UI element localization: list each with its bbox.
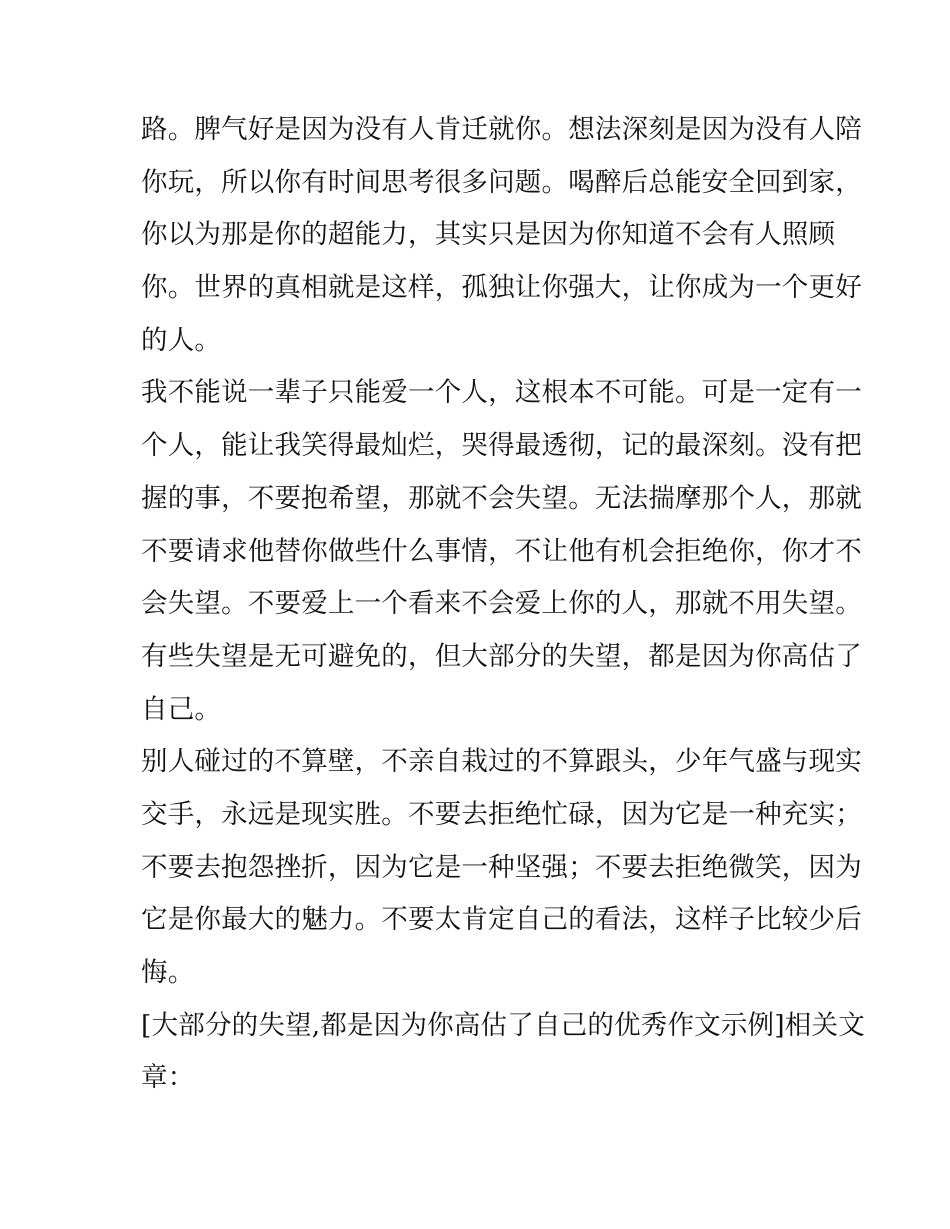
text-line: 会失望。不要爱上一个看来不会爱上你的人，那就不用失望。 xyxy=(141,588,862,620)
document-body xyxy=(141,104,865,1105)
text-line: 个人，能让我笑得最灿烂，哭得最透彻，记的最深刻。没有把 xyxy=(141,430,862,462)
text-line: 别人碰过的不算壁，不亲自栽过的不算跟头，少年气盛与现实 xyxy=(141,746,862,778)
text-line: 不要请求他替你做些什么事情，不让他有机会拒绝你，你才不 xyxy=(141,535,862,567)
text-line: 你。世界的真相就是这样，孤独让你强大，让你成为一个更好 xyxy=(141,272,862,304)
text-line: 握的事，不要抱希望，那就不会失望。无法揣摩那个人，那就 xyxy=(141,482,862,514)
text-line: 路。脾气好是因为没有人肯迁就你。想法深刻是因为没有人陪 xyxy=(141,114,862,145)
text-line: 我不能说一辈子只能爱一个人，这根本不可能。可是一定有一 xyxy=(141,377,862,409)
text-line: 你玩，所以你有时间思考很多问题。喝醉后总能安全回到家， xyxy=(141,166,862,198)
text-line: 的人。 xyxy=(141,324,222,356)
text-line: 交手，永远是现实胜。不要去拒绝忙碌，因为它是一种充实； xyxy=(141,798,862,830)
text-line: 悔。 xyxy=(141,957,195,988)
related-articles-link-continuation[interactable]: 章： xyxy=(141,1062,195,1094)
text-line: 不要去抱怨挫折，因为它是一种坚强；不要去拒绝微笑，因为 xyxy=(141,851,862,883)
related-articles-link[interactable]: [大部分的失望,都是因为你高估了自己的优秀作文示例]相关文 xyxy=(141,1009,865,1041)
text-line: 它是你最大的魅力。不要太肯定自己的看法，这样子比较少后 xyxy=(141,904,862,936)
text-line: 自己。 xyxy=(141,693,222,725)
text-line: 有些失望是无可避免的，但大部分的失望，都是因为你高估了 xyxy=(141,640,862,672)
text-line: 你以为那是你的超能力，其实只是因为你知道不会有人照顾 xyxy=(141,219,836,251)
